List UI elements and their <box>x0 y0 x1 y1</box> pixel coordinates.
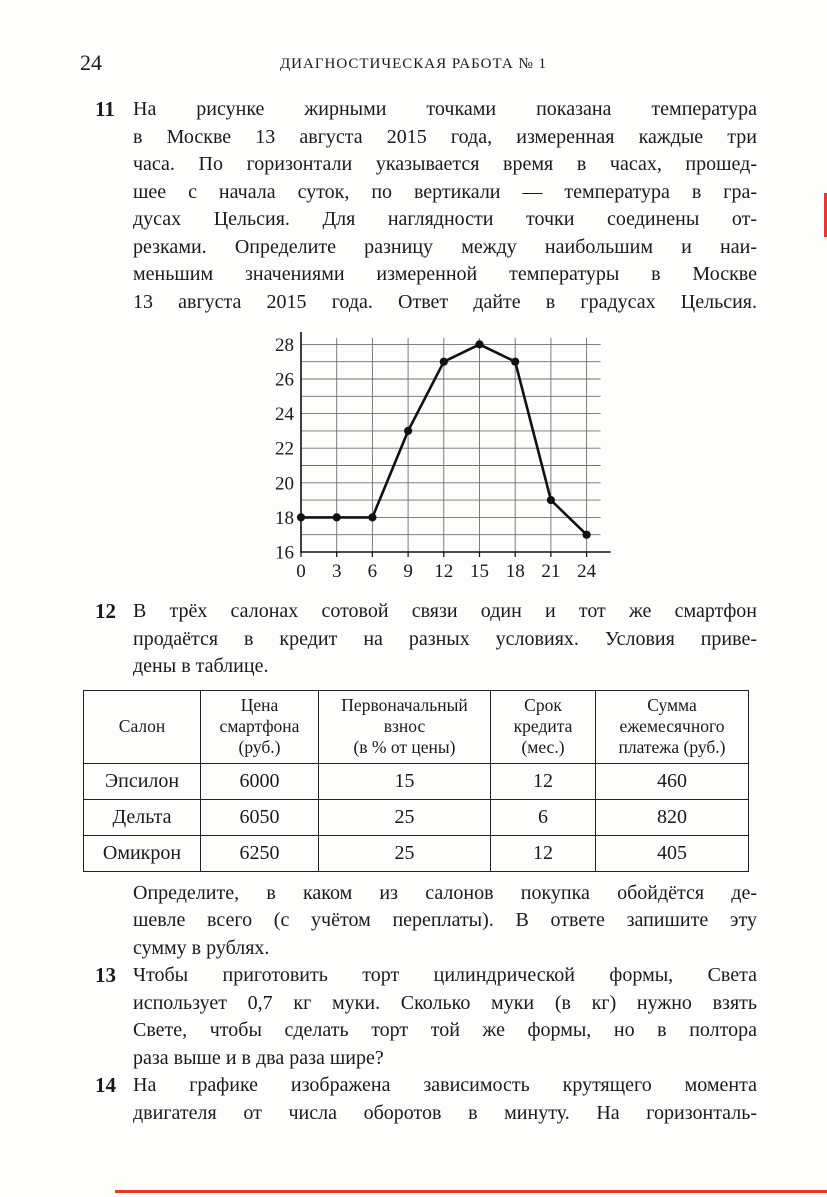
temperature-line-chart <box>259 324 631 586</box>
y-tick-label: 24 <box>275 404 294 426</box>
problem-12-text <box>133 598 757 681</box>
table-cell: Эпсилон <box>84 763 201 799</box>
table-cell: 6050 <box>201 799 319 835</box>
table-header-cell: Срок кредита (мес.) <box>491 690 596 763</box>
y-tick-label: 18 <box>275 507 294 529</box>
text-line: использует 0,7 кг муки. Сколько муки (в кг) нужно взять <box>133 991 757 1014</box>
table-header-cell: Первоначальный взнос (в % от цены) <box>319 690 491 763</box>
text-line: сумму в рублях. <box>133 936 270 959</box>
problem-14 <box>0 1072 827 1127</box>
problem-13-number: 13 <box>95 963 116 987</box>
table-cell: Дельта <box>84 799 201 835</box>
problem-11-text <box>133 96 757 316</box>
table-header-cell: Цена смартфона (руб.) <box>201 690 319 763</box>
page-header <box>0 50 827 76</box>
table-cell: 6250 <box>201 835 319 871</box>
y-tick-label: 16 <box>275 542 294 564</box>
x-tick-label: 15 <box>470 561 489 582</box>
table-cell: 25 <box>319 835 491 871</box>
credit-conditions-table-wrap <box>83 690 748 872</box>
x-tick-label: 3 <box>331 561 342 582</box>
text-line: дены в таблице. <box>133 655 269 677</box>
table-body <box>84 763 749 871</box>
table-header-cell: Салон <box>84 690 201 763</box>
text-line: раза выше и в два раза шире? <box>133 1046 384 1069</box>
data-point <box>547 496 555 504</box>
table-cell: Омикрон <box>84 835 201 871</box>
table-cell: 460 <box>596 763 749 799</box>
x-tick-label: 21 <box>541 561 561 582</box>
problem-13 <box>0 962 827 1072</box>
text-line: часа. По горизонтали указывается время в часах, прошед- <box>133 153 757 175</box>
text-line: 13 августа 2015 года. Ответ дайте в градусах Цельсия. <box>133 290 757 313</box>
y-tick-label: 26 <box>275 369 294 391</box>
data-point <box>511 358 519 366</box>
table-row <box>84 835 749 871</box>
text-line: Свете, чтобы сделать торт той же формы, но в полтора <box>133 1019 757 1041</box>
table-cell: 820 <box>596 799 749 835</box>
problem-13-text <box>133 962 757 1072</box>
x-tick-label: 18 <box>505 561 525 582</box>
running-header-title: ДИАГНОСТИЧЕСКАЯ РАБОТА № 1 <box>279 56 548 72</box>
x-tick-label: 0 <box>296 561 306 582</box>
x-tick-label: 12 <box>434 561 454 582</box>
scan-margin-mark-bottom <box>115 1190 827 1193</box>
problem-14-number: 14 <box>95 1073 116 1097</box>
table-header-cell: Сумма ежемесячного платежа (руб.) <box>596 690 749 763</box>
x-tick-label: 6 <box>367 561 378 582</box>
problem-14-text <box>133 1072 757 1127</box>
text-line: Чтобы приготовить торт цилиндрической формы, Света <box>133 964 757 986</box>
text-line: В трёх салонах сотовой связи один и тот же смартфон <box>133 600 757 622</box>
table-cell: 15 <box>319 763 491 799</box>
text-line: дусах Цельсия. Для наглядности точки соединены от- <box>133 208 757 230</box>
text-line: шевле всего (с учётом переплаты). В ответе запишите эту <box>133 909 757 931</box>
problem-12 <box>0 598 827 681</box>
page-number: 24 <box>80 50 102 75</box>
data-point <box>368 513 376 521</box>
y-tick-label: 22 <box>275 438 294 460</box>
problem-11-number: 11 <box>95 97 115 121</box>
text-line: шее с начала суток, по вертикали — температура в гра- <box>133 180 757 203</box>
text-line: продаётся в кредит на разных условиях. Условия приве- <box>133 627 757 650</box>
data-point <box>333 513 341 521</box>
page-content <box>0 96 827 1127</box>
text-line: двигателя от числа оборотов в минуту. На горизонталь- <box>133 1101 757 1124</box>
table-cell: 12 <box>491 835 596 871</box>
x-tick-label: 24 <box>577 561 597 582</box>
text-line: На рисунке жирными точками показана температура <box>133 98 757 120</box>
credit-conditions-table <box>83 690 749 872</box>
y-tick-label: 28 <box>275 334 294 356</box>
table-cell: 12 <box>491 763 596 799</box>
data-point <box>404 427 412 435</box>
problem-11 <box>0 96 827 316</box>
problem-12-question-text <box>133 880 757 963</box>
data-point <box>583 531 591 539</box>
text-line: резками. Определите разницу между наибольшим и наи- <box>133 235 757 258</box>
table-row <box>84 763 749 799</box>
table-cell: 6 <box>491 799 596 835</box>
x-tick-label: 9 <box>403 561 413 582</box>
temperature-chart-figure <box>133 324 757 586</box>
text-line: в Москве 13 августа 2015 года, измеренная каждые три <box>133 125 757 148</box>
data-point <box>297 513 305 521</box>
table-cell: 6000 <box>201 763 319 799</box>
text-line: На графике изображена зависимость крутящего момента <box>133 1074 757 1096</box>
table-cell: 405 <box>596 835 749 871</box>
table-head <box>84 690 749 763</box>
text-line: меньшим значениями измеренной температуры в Москве <box>133 263 757 285</box>
text-line: Определите, в каком из салонов покупка обойдётся де- <box>133 881 757 904</box>
data-point <box>475 340 483 348</box>
data-point <box>440 358 448 366</box>
problem-12-number: 12 <box>95 599 116 623</box>
table-cell: 25 <box>319 799 491 835</box>
table-row <box>84 799 749 835</box>
y-tick-label: 20 <box>275 473 294 495</box>
